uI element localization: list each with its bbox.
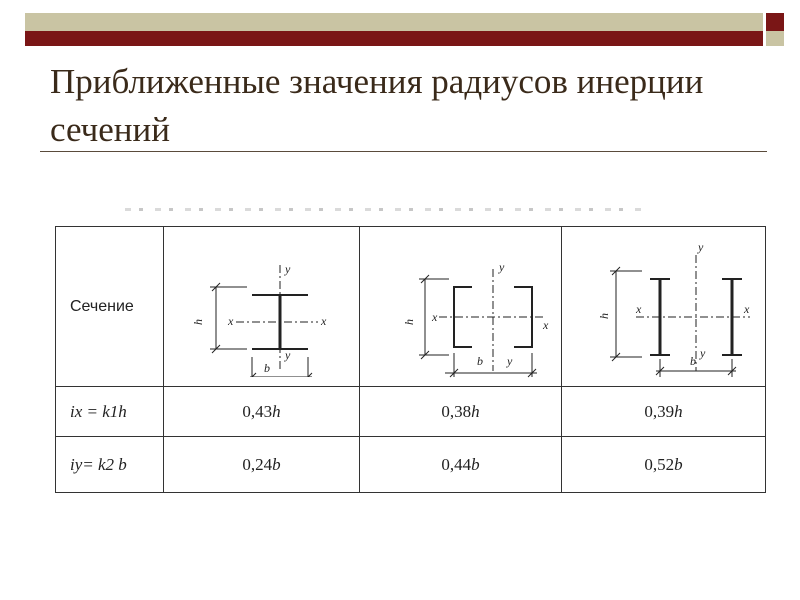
table-row-ix: [56, 387, 766, 437]
value-variable: b: [471, 454, 480, 474]
radius-of-gyration-table: [55, 226, 766, 493]
section-cell-2: [360, 227, 562, 387]
dimension-label-b: b: [263, 360, 270, 375]
table-row-iy: [56, 437, 766, 493]
table-header-row: [56, 227, 766, 387]
value-variable: h: [471, 401, 480, 421]
value-coefficient: 0,44: [441, 454, 472, 474]
axis-label-x: x: [542, 317, 548, 332]
value-coefficient: 0,38: [441, 401, 472, 421]
dimension-label-b: b: [476, 353, 483, 368]
axis-label-x: x: [635, 301, 641, 316]
dimension-label-h: h: [596, 312, 611, 319]
section-cell-1: [164, 227, 360, 387]
value-coefficient: 0,43: [242, 401, 273, 421]
value-variable: h: [674, 401, 683, 421]
formula-ix: ix = k1h: [56, 387, 164, 437]
dimension-label-h: h: [401, 318, 416, 325]
title-underline: [40, 151, 767, 152]
section-header-label: Сечение: [56, 227, 164, 387]
i-beam-section-icon: [172, 237, 352, 377]
header-bar-bottom: [25, 31, 763, 46]
axis-label-y: y: [284, 261, 290, 276]
axis-label-x: x: [320, 313, 326, 328]
value-variable: h: [272, 401, 281, 421]
axis-label-y: y: [697, 239, 703, 254]
value-cell: [164, 437, 360, 493]
value-cell: [164, 387, 360, 437]
axis-label-y: y: [699, 345, 705, 360]
header-bar-top: [25, 13, 763, 31]
axis-label-y: y: [284, 347, 290, 362]
axis-label-x: x: [227, 313, 233, 328]
dimension-label-b: b: [689, 353, 696, 368]
value-coefficient: 0,24: [242, 454, 273, 474]
dimension-label-h: h: [190, 318, 205, 325]
axis-label-y: y: [506, 353, 512, 368]
value-coefficient: 0,52: [644, 454, 675, 474]
slide-title: Приближенные значения радиусов инерции сечений: [50, 62, 704, 149]
section-cell-3: [562, 227, 766, 387]
value-coefficient: 0,39: [644, 401, 675, 421]
double-i-beam-section-icon: [572, 233, 756, 381]
scan-artifact-line: [125, 208, 642, 211]
value-variable: b: [272, 454, 281, 474]
double-channel-box-section-icon: [369, 233, 553, 381]
axis-label-y: y: [498, 259, 504, 274]
header-square-tan: [766, 31, 784, 46]
value-cell: [562, 387, 766, 437]
value-cell: [360, 387, 562, 437]
value-variable: b: [674, 454, 683, 474]
value-cell: [562, 437, 766, 493]
value-cell: [360, 437, 562, 493]
header-square-red: [766, 13, 784, 31]
axis-label-x: x: [743, 301, 749, 316]
formula-iy: iy= k2 b: [56, 437, 164, 493]
axis-label-x: x: [431, 309, 437, 324]
